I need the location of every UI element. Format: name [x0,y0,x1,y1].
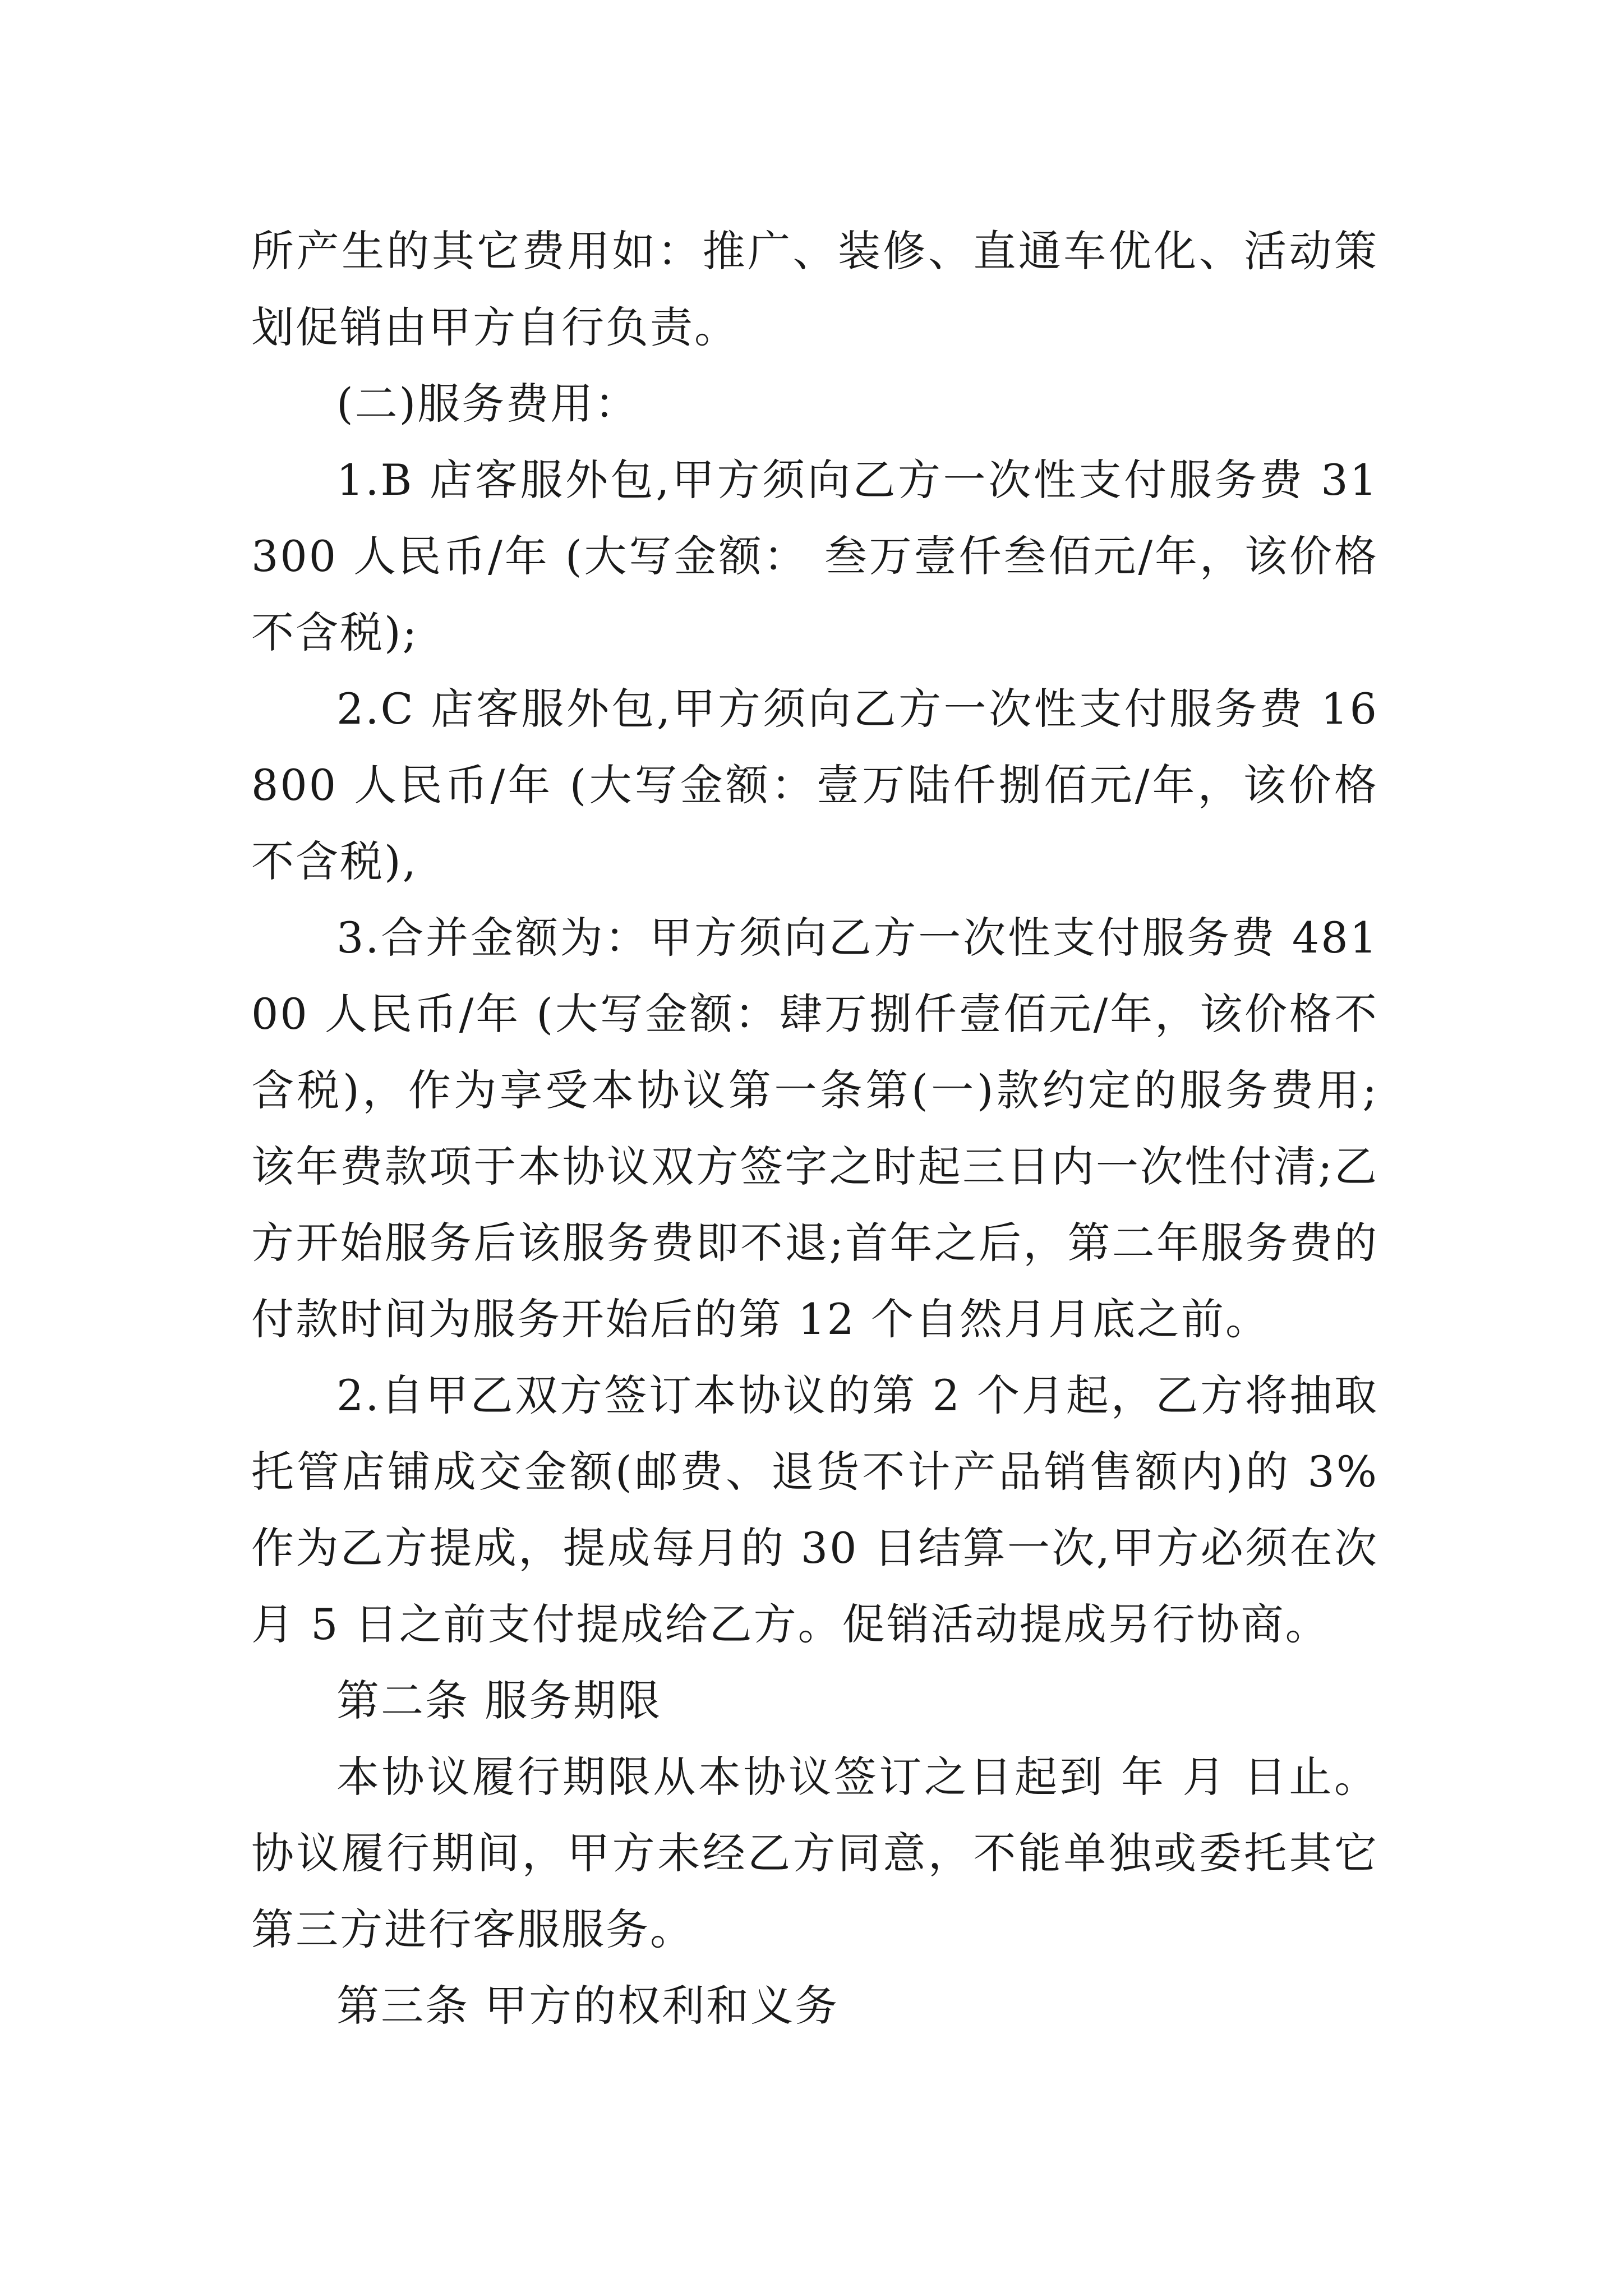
article-3-heading: 第三条 甲方的权利和义务 [336,1981,840,2031]
paragraph-combined-amount: 3.合并金额为：甲方须向乙方一次性支付服务费 48100 人民币/年 (大写金额：肆万捌仟壹佰元/年，该价格不含税)，作为享受本协议第一条第(一)款约定的服务费用;该年费款项于本协议双方签字之时起三日内一次性付清;乙方开始服务后该服务费即不退;首年之后，第二年服务费的付款时间为服务开始后的第 12 个自然月月底之前。 [251,913,1378,1344]
paragraph-b-store-fee: 1.B 店客服外包,甲方须向乙方一次性支付服务费 31300 人民币/年 (大写金额： 叁万壹仟叁佰元/年，该价格不含税); [251,455,1378,657]
paragraph-commission: 2.自甲乙双方签订本协议的第 2 个月起，乙方将抽取托管店铺成交金额(邮费、退货不计产品销售额内)的 3%作为乙方提成，提成每月的 30 日结算一次,甲方必须在次月 5 日之前支付提成给乙方。促销活动提成另行协商。 [251,1370,1378,1649]
paragraph-service-fees-heading: (二)服务费用： [336,379,639,429]
article-2-heading: 第二条 服务期限 [336,1676,662,1726]
paragraph-service-term: 本协议履行期限从本协议签订之日起到 年 月 日止。协议履行期间，甲方未经乙方同意，不能单独或委托其它第三方进行客服服务。 [251,1752,1378,1954]
document-body [251,213,1378,2044]
paragraph-c-store-fee: 2.C 店客服外包,甲方须向乙方一次性支付服务费 16800 人民币/年 (大写金额：壹万陆仟捌佰元/年，该价格不含税), [251,684,1378,886]
paragraph-other-fees: 所产生的其它费用如：推广、装修、直通车优化、活动策划促销由甲方自行负责。 [251,226,1378,352]
